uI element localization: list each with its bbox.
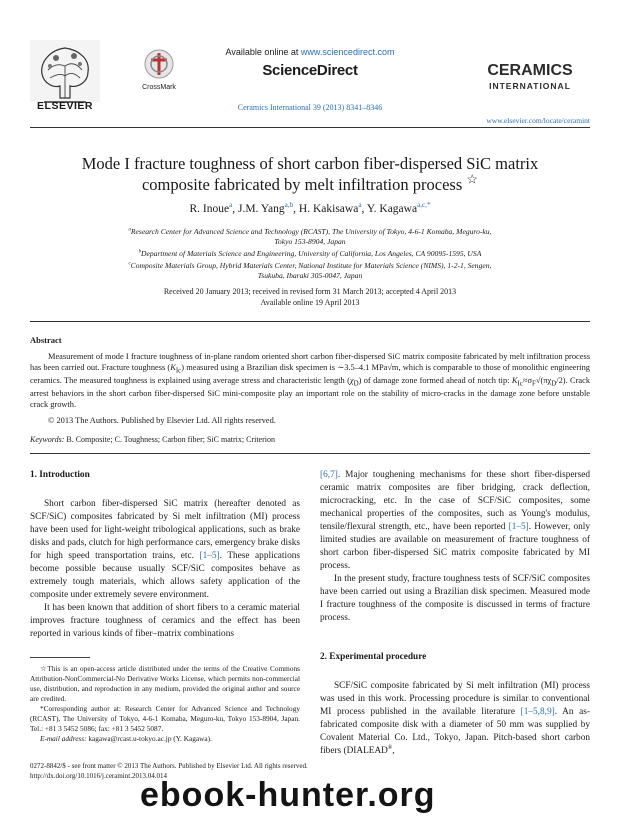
affiliation-sup: c	[128, 261, 131, 267]
footnotes	[30, 664, 300, 744]
paragraph-text: Short carbon fiber-dispersed SiC matrix (hereafter denoted as SCF/SiC) composites fabricated by Si melt infiltration (MI) process have been used for light-weight tribological applications, such as brake disks and pads, clutch for high performance cars, emergency brake disks for high speed transportation trains, etc.	[30, 499, 300, 561]
formula-sub: D	[551, 379, 557, 388]
watermark: ebook-hunter.org	[140, 776, 436, 814]
crossmark-icon[interactable]	[142, 48, 176, 88]
abstract-text: ) measured using a Brazilian disk specimen is ∼3.5–4.1 MPa√m, which is comparable to those of monolithic engineering ceramics. The measured toughness is explained using average stress and characteristic length (	[30, 362, 590, 385]
author-name: R. Inoue	[189, 203, 230, 215]
footnote-email	[30, 734, 300, 744]
author-list: R. Inoue$^a$, J.M. Yang$^{a,b}$, H. Kakisawa$^a$, Y. Kagawa$^{a,c,*}$	[189, 201, 431, 215]
section-heading-introduction: 1. Introduction	[30, 470, 90, 480]
title-line-2: composite fabricated by melt infiltration process	[141, 175, 463, 194]
author-name: J.M. Yang	[237, 203, 285, 215]
footnote-corresponding: *Corresponding author at: Research Center for Advanced Science and Technology (RCAST), The University of Tokyo, 4-6-1 Komaba, Meguro-ku, Tokyo 153-8904, Japan. Tel.: +81 3 5452 5086; fax: +81 3 5452 5087.	[30, 704, 300, 733]
footer-doi[interactable]: http://dx.doi.org/10.1016/j.ceramint.2013.04.014	[30, 772, 167, 780]
title-footnote-mark[interactable]: ☆	[466, 171, 479, 187]
affiliation-a	[60, 227, 560, 247]
formula-text: √(πχ	[535, 375, 552, 385]
email-address[interactable]: kagawa@rcast.u-tokyo.ac.jp (Y. Kagawa).	[86, 734, 212, 743]
title-line-1: Mode I fracture toughness of short carbon fiber-dispersed SiC matrix	[81, 154, 539, 173]
registered-mark: ®	[387, 744, 393, 751]
affiliation-text: Composite Materials Group, Hybrid Materials Center, National Institute for Materials Science (NIMS), 1-2-1, Sengen,	[130, 261, 492, 270]
sciencedirect-title: ScienceDirect	[262, 62, 358, 79]
publisher-name: ELSEVIER	[37, 100, 93, 112]
author-affiliation-sup[interactable]: a	[358, 201, 362, 210]
paragraph-text: . These applications become possible because usually SCF/SiC composites behave as extremely tough materials, which allows safety application of the composite under extremely severe environment.	[30, 551, 300, 600]
formula-text: ≈σ	[522, 375, 532, 385]
keywords-list: B. Composite; C. Toughness; Carbon fiber; SiC matrix; Criterion	[64, 435, 275, 444]
footer-issn: 0272-8842/$ - see front matter © 2013 The Authors. Published by Elsevier Ltd. All rights reserved.	[30, 762, 308, 770]
affiliation-sup: b	[138, 249, 141, 255]
author-affiliation-sup[interactable]: a,c,*	[417, 201, 431, 210]
paragraph-text: . However, only limited studies are available on measurement of fracture toughness of short carbon fiber-dispersed SiC matrix composite fabricated by MI process.	[320, 522, 590, 571]
formula-k: K	[511, 375, 518, 385]
journal-logo-title: CERAMICS	[487, 62, 573, 79]
abstract-top-rule	[30, 321, 590, 322]
paragraph-text: . Major toughening mechanisms for these short fiber-dispersed ceramic matrix composites are fiber bridging, crack deflection, microcracking, etc. In the case of SCF/SiC composites, some mechanical properties of the composites, such as Young's modulus, tensile/flexural strength, etc., have been reported	[320, 470, 590, 532]
affiliation-text: Tokyo 153-8904, Japan	[274, 237, 346, 246]
author-affiliation-sup[interactable]: a,b	[284, 201, 294, 210]
paragraph-text: SCF/SiC composite fabricated by Si melt infiltration (MI) process was used in this work. Processing procedure is similar to conventional MI process published in the available literature	[320, 681, 590, 717]
keywords-line	[30, 435, 590, 444]
abstract-text: Measurement of mode I fracture toughness of in-plane random oriented short carbon fiber-dispersed SiC matrix composite fabricated by melt infiltration process has been carried out. Fracture toughness (	[30, 352, 590, 372]
formula-sub: F	[531, 379, 536, 388]
affiliation-text: Department of Materials Science and Engineering, University of California, Los Angeles, CA 90095-1595, USA	[141, 249, 482, 258]
affiliation-c	[60, 261, 560, 281]
abstract-heading: Abstract	[30, 335, 62, 345]
formula-text: /2)	[556, 375, 566, 385]
online-date: Available online 19 April 2013	[260, 298, 360, 307]
abstract-bottom-rule	[30, 453, 590, 454]
left-column	[30, 469, 300, 641]
author-name: Y. Kagawa	[366, 203, 418, 215]
citation-link[interactable]: [6,7]	[320, 470, 338, 480]
symbol-sub: D	[353, 379, 359, 388]
copyright-line: © 2013 The Authors. Published by Elsevier Ltd. All rights reserved.	[48, 416, 276, 425]
formula-sub: Ic	[517, 379, 523, 388]
author-affiliation-sup[interactable]: a	[229, 201, 233, 210]
paragraph-text: ,	[392, 746, 395, 756]
footnote-rule	[30, 657, 90, 658]
citation-link[interactable]: [1–5]	[199, 551, 220, 561]
keywords-label: Keywords:	[30, 435, 65, 444]
symbol-sub: Ic	[175, 366, 182, 375]
affiliation-b	[60, 249, 560, 259]
sciencedirect-link[interactable]: www.sciencedirect.com	[300, 47, 395, 57]
right-column	[320, 469, 590, 758]
citation-link[interactable]: [1–5,8,9]	[520, 707, 555, 717]
crossmark-label: CrossMark	[142, 84, 176, 91]
symbol-k: K	[170, 362, 176, 372]
journal-logo-subtitle: INTERNATIONAL	[489, 81, 571, 91]
journal-url-link[interactable]: www.elsevier.com/locate/ceramint	[486, 116, 590, 125]
email-label: E-mail address:	[40, 734, 87, 743]
paragraph-text: . An as-fabricated composite disk with a diameter of 50 mm was supplied by Covalent Material Co. Ltd., Tokyo, Japan. Pitch-based short carbon fibers (DIALEAD	[320, 707, 591, 756]
abstract-text: ) of damage zone formed ahead of notch tip:	[358, 375, 512, 385]
paragraph	[320, 469, 590, 573]
received-dates: Received 20 January 2013; received in revised form 31 March 2013; accepted 4 April 2013	[163, 287, 457, 296]
affiliation-text: Tsukuba, Ibaraki 305-0047, Japan	[257, 271, 363, 280]
paragraph	[30, 498, 300, 602]
article-title	[40, 153, 580, 195]
abstract-body	[30, 352, 590, 410]
paragraph: In the present study, fracture toughness tests of SCF/SiC composites have been carried out using a Brazilian disk specimen. Measured mode I fracture toughness of the composite is discussed in terms of fracture process.	[320, 574, 590, 623]
citation-link[interactable]: [1–5]	[508, 522, 529, 532]
available-online-line	[200, 47, 420, 57]
symbol-chi: χ	[349, 375, 354, 385]
footnote-open-access: ☆This is an open-access article distributed under the terms of the Creative Commons Attribution-NonCommercial-No Derivative Works License, which permits non-commercial use, distribution, and reproduction in any medium, provided the original author and source are credited.	[30, 664, 300, 703]
journal-reference[interactable]: Ceramics International 39 (2013) 8341–8346	[237, 103, 383, 112]
paragraph	[320, 680, 590, 758]
available-prefix: Available online at	[225, 47, 301, 57]
abstract-text: . Crack arrest behaviors in the short carbon fiber-dispersed SiC mini-composite play an important role on the stability of micro-cracks in the damage zone before unstable crack growth.	[30, 375, 591, 409]
affiliation-text: Research Center for Advanced Science and Technology (RCAST), The University of Tokyo, 4-6-1 Komaba, Meguro-ku,	[130, 227, 492, 236]
header-rule	[30, 127, 590, 128]
author-name: H. Kakisawa	[298, 203, 359, 215]
section-heading-experimental: 2. Experimental procedure	[320, 652, 427, 662]
affiliation-sup: a	[128, 227, 131, 233]
paragraph: It has been known that addition of short fibers to a ceramic material improves fracture toughness of ceramics and the effect has been reported in various kinds of fiber–matrix combinations	[30, 603, 300, 639]
